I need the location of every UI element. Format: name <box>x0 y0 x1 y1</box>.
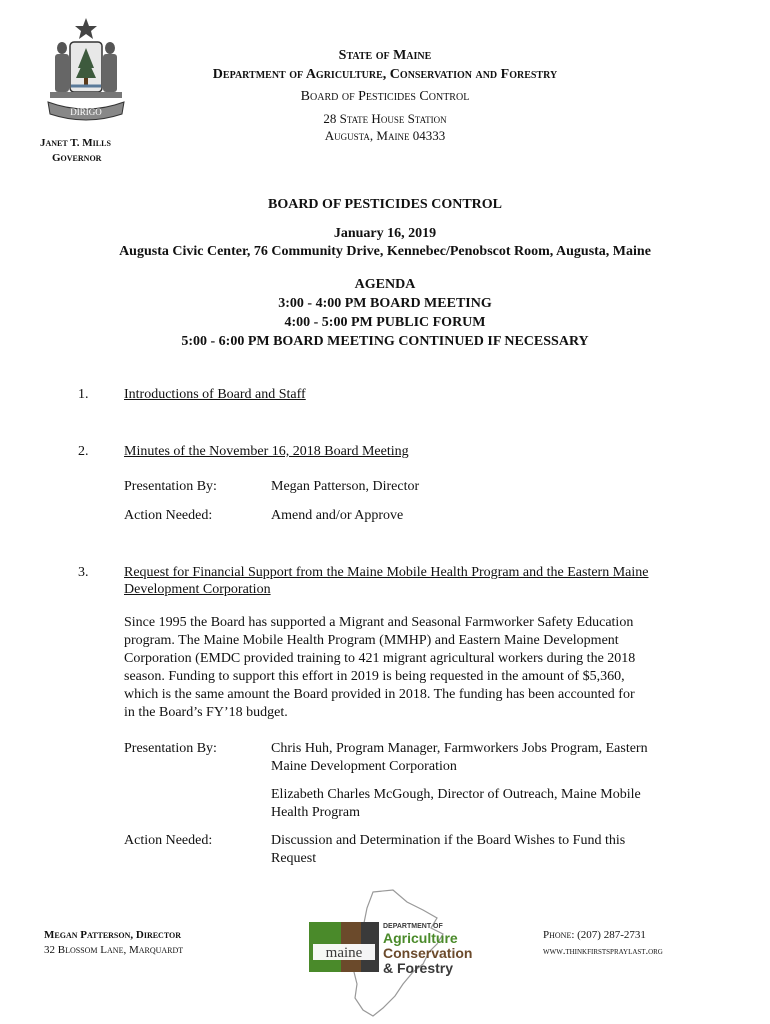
action-label: Action Needed: <box>124 833 213 848</box>
logo-department-of: DEPARTMENT OF <box>383 923 443 930</box>
presenter-line: Elizabeth Charles McGough, Director of Outreach, Maine Mobile <box>271 787 641 802</box>
item-number: 2. <box>78 444 89 459</box>
footer-phone: Phone: (207) 287-2731 <box>543 929 646 941</box>
state-name: State of Maine <box>338 48 432 63</box>
logo-word-conservation: Conservation <box>383 945 473 961</box>
item-title: Introductions of Board and Staff <box>124 387 306 402</box>
logo-maine-text: maine <box>325 945 363 961</box>
item-number: 3. <box>78 565 89 580</box>
schedule-line: 4:00 - 5:00 PM PUBLIC FORUM <box>284 315 486 330</box>
governor-title: Governor <box>52 152 102 164</box>
footer-website: www.thinkfirstspraylast.org <box>543 946 663 957</box>
item-body-line: season. Funding to support this effort in 2019 is being requested in the amount of $5,360, <box>124 669 625 684</box>
item-body-line: Corporation (EMDC provided training to 421 migrant agricultural workers during the 2018 <box>124 651 636 666</box>
item-body-line: Since 1995 the Board has supported a Migrant and Seasonal Farmworker Safety Education <box>124 615 634 630</box>
schedule-line: 5:00 - 6:00 PM BOARD MEETING CONTINUED IF NECESSARY <box>181 334 589 349</box>
department-name: Department of Agriculture, Conservation and Forestry <box>212 67 558 82</box>
schedule-line: 3:00 - 4:00 PM BOARD MEETING <box>278 296 492 311</box>
footer-director-name: Megan Patterson, Director <box>44 929 182 941</box>
action-label: Action Needed: <box>124 508 213 523</box>
logo-word-forestry: & Forestry <box>383 960 454 976</box>
item-title-line2: Development Corporation <box>124 582 271 597</box>
item-title-line1: Request for Financial Support from the Maine Mobile Health Program and the Eastern Maine <box>124 565 649 580</box>
seal-motto: DIRIGO <box>70 107 102 117</box>
agenda-label: AGENDA <box>354 277 416 292</box>
state-seal-logo <box>40 16 132 128</box>
presentation-label: Presentation By: <box>124 479 217 494</box>
address-line1: 28 State House Station <box>323 111 447 126</box>
footer-director-address: 32 Blossom Lane, Marquardt <box>44 944 184 956</box>
action-value-line: Request <box>271 851 317 866</box>
governor-name: Janet T. Mills <box>40 137 111 149</box>
meeting-date: January 16, 2019 <box>333 226 437 241</box>
action-value: Amend and/or Approve <box>271 508 404 523</box>
presenter-line: Chris Huh, Program Manager, Farmworkers Jobs Program, Eastern <box>271 741 648 756</box>
action-value-line: Discussion and Determination if the Board Wishes to Fund this <box>271 833 626 848</box>
presentation-label: Presentation By: <box>124 741 217 756</box>
item-title: Minutes of the November 16, 2018 Board Meeting <box>124 444 409 459</box>
address-line2: Augusta, Maine 04333 <box>324 128 446 143</box>
logo-word-agriculture: Agriculture <box>383 930 458 946</box>
item-body-line: which is the same amount the Board provided in 2018. The funding has been accounted for <box>124 687 635 702</box>
presentation-value: Megan Patterson, Director <box>271 479 420 494</box>
item-body-line: in the Board’s FY’18 budget. <box>124 705 288 720</box>
meeting-title: BOARD OF PESTICIDES CONTROL <box>267 197 503 212</box>
presenter-line: Maine Development Corporation <box>271 759 457 774</box>
presenter-line: Health Program <box>271 805 361 820</box>
meeting-location: Augusta Civic Center, 76 Community Drive, Kennebec/Penobscot Room, Augusta, Maine <box>119 244 651 259</box>
item-body-line: program. The Maine Mobile Health Program (MMHP) and Eastern Maine Development <box>124 633 619 648</box>
board-name: Board of Pesticides Control <box>300 89 470 104</box>
item-number: 1. <box>78 387 89 402</box>
department-logo <box>303 888 475 1020</box>
